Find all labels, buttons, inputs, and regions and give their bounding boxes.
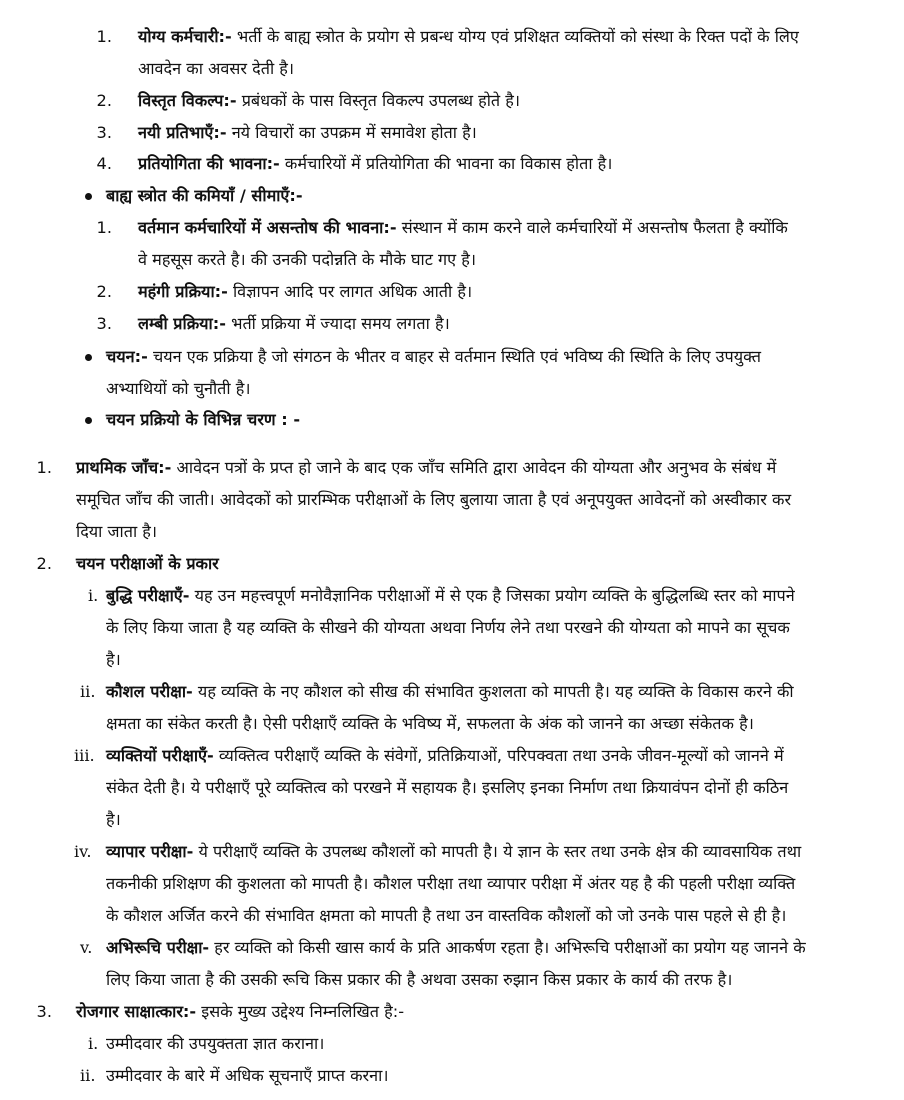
item-body: उम्मीदवार के बारे में अधिक सूचनाएँ प्राप्त करना। (106, 1066, 389, 1085)
list-item-text (76, 996, 862, 1028)
item-body: हर व्यक्ति को किसी खास कार्य के प्रति आकर्षण रहता है। अभिरूचि परीक्षाओं का प्रयोग यह जानने के (209, 938, 806, 957)
list-marker: 3. (96, 123, 112, 142)
item-body: कर्मचारियों में प्रतियोगिता की भावना का विकास होता है। (279, 154, 613, 173)
list-item (0, 404, 862, 436)
item-body: चयन एक प्रक्रिया है जो संगठन के भीतर व बाहर से वर्तमान स्थिति एवं भविष्य की स्थिति के लिए उपयुक्त (147, 347, 762, 366)
bullet-icon (85, 193, 92, 200)
list-item-text (106, 341, 862, 405)
list-marker: 1. (96, 27, 112, 46)
item-heading: नयी प्रतिभाएँ:- (138, 123, 227, 142)
text-line (106, 708, 862, 740)
text-line (106, 932, 862, 964)
item-heading: रोजगार साक्षात्कार:- (76, 1002, 197, 1021)
item-body: यह व्यक्ति के नए कौशल को सीख की संभावित कुशलता को मापती है। यह व्यक्ति के विकास करने की (192, 682, 794, 701)
list-item-text (76, 452, 862, 548)
item-body: प्रबंधकों के पास विस्तृत विकल्प उपलब्ध होते है। (236, 91, 521, 110)
text-line (138, 244, 862, 276)
list-item (0, 836, 862, 932)
text-line (106, 1028, 862, 1060)
list-item (0, 148, 862, 180)
list-item (0, 85, 862, 117)
text-line (106, 676, 862, 708)
list-marker: i. (88, 1034, 99, 1053)
item-heading: अभिरूचि परीक्षा- (106, 938, 210, 957)
list-item-text (106, 1060, 862, 1092)
text-line (106, 180, 862, 212)
list-marker: v. (80, 938, 93, 957)
text-line (106, 964, 862, 996)
item-body: संकेत देती है। ये परीक्षाएँ पूरे व्यक्तित्व को परखने में सहायक है। इसलिए इनका निर्माण तथा क्रियावंपन दोनों ही कठिन (106, 778, 789, 797)
list-item-text (106, 404, 862, 436)
item-heading: योग्य कर्मचारी:- (138, 27, 232, 46)
list-item (0, 1028, 862, 1060)
text-line (138, 117, 862, 149)
item-body: व्यक्तित्व परीक्षाएँ व्यक्ति के संवेगों, प्रतिक्रियाओं, परिपक्वता तथा उनके जीवन-मूल्यों को जानने में (213, 746, 784, 765)
list-item (0, 212, 862, 276)
text-line (138, 21, 862, 53)
list-item (0, 932, 862, 996)
item-heading: बुद्धि परीक्षाएँ- (106, 586, 190, 605)
item-heading: महंगी प्रक्रिया:- (138, 282, 228, 301)
list-item-text (106, 580, 862, 676)
item-body: यह उन महत्त्वपूर्ण मनोवैज्ञानिक परीक्षाओं में से एक है जिसका प्रयोग व्यक्ति के बुद्धिलब्धि स्तर को मापने (189, 586, 795, 605)
list-marker: iv. (74, 842, 92, 861)
list-item-text (138, 117, 862, 149)
list-item-text (106, 836, 862, 932)
list-item (0, 180, 862, 212)
text-line (106, 580, 862, 612)
text-line (76, 516, 862, 548)
text-line (138, 308, 862, 340)
list-marker: 2. (36, 554, 52, 573)
text-line (106, 772, 862, 804)
list-item (0, 276, 862, 308)
text-line (106, 740, 862, 772)
text-line (76, 452, 862, 484)
item-body: संस्थान में काम करने वाले कर्मचारियों में असन्तोष फैलता है क्योंकि (396, 218, 788, 237)
text-line (106, 1060, 862, 1092)
item-heading: व्यक्तियों परीक्षाएँ- (106, 746, 214, 765)
item-body: लिए किया जाता है की उसकी रूचि किस प्रकार की है अथवा उसका रुझान किस प्रकार के कार्य की तरफ है। (106, 970, 733, 989)
text-line (106, 404, 862, 436)
text-line (76, 484, 862, 516)
item-heading: प्रतियोगिता की भावना:- (138, 154, 280, 173)
list-item (0, 676, 862, 740)
item-body: ये परीक्षाएँ व्यक्ति के उपलब्ध कौशलों को मापती है। ये ज्ञान के स्तर तथा उनके क्षेत्र की व्यावसायिक तथा (193, 842, 802, 861)
bullet-icon (85, 417, 92, 424)
list-marker: i. (88, 586, 99, 605)
list-item (0, 117, 862, 149)
list-item-text (138, 21, 862, 85)
list-item (0, 21, 862, 85)
item-heading: चयन प्रक्रियो के विभिन्न चरण : - (106, 410, 301, 429)
text-line (138, 148, 862, 180)
text-line (138, 212, 862, 244)
text-line (106, 341, 862, 373)
list-item (0, 996, 862, 1028)
item-body: भर्ती के बाह्य स्त्रोत के प्रयोग से प्रबन्ध योग्य एवं प्रशिक्षत व्यक्तियों को संस्था के रिक्त पदों के लिए (231, 27, 799, 46)
list-item (0, 308, 862, 340)
list-marker: 1. (36, 458, 52, 477)
list-marker: iii. (74, 746, 95, 765)
text-line (138, 276, 862, 308)
bullet-icon (85, 354, 92, 361)
list-marker: 3. (36, 1002, 52, 1021)
item-heading: व्यापार परीक्षा- (106, 842, 194, 861)
list-marker: 3. (96, 314, 112, 333)
text-line (106, 804, 862, 836)
item-body: वे महसूस करते है। की उनकी पदोन्नति के मौके घाट गए है। (138, 250, 476, 269)
list-item-text (138, 148, 862, 180)
list-item-text (138, 212, 862, 276)
item-body: है। (106, 650, 121, 669)
text-line (106, 373, 862, 405)
text-line (106, 612, 862, 644)
item-heading: बाह्य स्त्रोत की कमियाँ / सीमाएँ:- (106, 186, 303, 205)
item-body: विज्ञापन आदि पर लागत अधिक आती है। (227, 282, 473, 301)
list-marker: 1. (96, 218, 112, 237)
item-body: इसके मुख्य उद्देश्य निम्नलिखित है:- (196, 1002, 405, 1021)
item-heading: वर्तमान कर्मचारियों में असन्तोष की भावना:- (138, 218, 397, 237)
item-body: क्षमता का संकेत करती है। ऐसी परीक्षाएँ व्यक्ति के भविष्य में, सफलता के अंक को जानने का अच्छा संकेतक है। (106, 714, 754, 733)
list-item (0, 580, 862, 676)
list-item-text (106, 1028, 862, 1060)
item-body: समूचित जाँच की जाती। आवेदकों को प्रारम्भिक परीक्षाओं के लिए बुलाया जाता है एवं अनूपयुक्त आवेदनों को अस्वीकार कर (76, 490, 792, 509)
item-body: आवदेन का अवसर देती है। (138, 59, 295, 78)
list-item-text (138, 308, 862, 340)
list-item-text (106, 676, 862, 740)
list-item (0, 452, 862, 548)
list-item-text (138, 276, 862, 308)
item-body: भर्ती प्रक्रिया में ज्यादा समय लगता है। (225, 314, 450, 333)
item-heading: चयन:- (106, 347, 148, 366)
item-body: है। (106, 810, 121, 829)
item-body: नये विचारों का उपक्रम में समावेश होता है। (226, 123, 477, 142)
list-item-text (106, 932, 862, 996)
list-marker: 2. (96, 282, 112, 301)
item-heading: विस्तृत विकल्प:- (138, 91, 237, 110)
item-body: दिया जाता है। (76, 522, 158, 541)
item-body: तकनीकी प्रशिक्षण की कुशलता को मापती है। कौशल परीक्षा तथा व्यापार परीक्षा में अंतर यह है की पहली परीक्षा व्यक्ति (106, 874, 796, 893)
text-line (76, 996, 862, 1028)
item-body: आवेदन पत्रों के प्रप्त हो जाने के बाद एक जाँच समिति द्वारा आवेदन की योग्यता और अनुभव के संबंध में (171, 458, 777, 477)
text-line (138, 85, 862, 117)
list-marker: ii. (80, 682, 96, 701)
text-line (106, 644, 862, 676)
list-marker: ii. (80, 1066, 96, 1085)
text-line (106, 868, 862, 900)
item-body: के लिए किया जाता है यह व्यक्ति के सीखने की योग्यता अथवा निर्णय लेने तथा परखने की योग्यता को मापने का सूचक (106, 618, 790, 637)
list-item (0, 1060, 862, 1092)
item-heading: प्राथमिक जाँच:- (76, 458, 172, 477)
list-item-text (76, 548, 862, 580)
list-item (0, 341, 862, 405)
text-line (138, 53, 862, 85)
item-heading: लम्बी प्रक्रिया:- (138, 314, 226, 333)
list-item-text (106, 180, 862, 212)
list-item (0, 548, 862, 580)
item-heading: चयन परीक्षाओं के प्रकार (76, 554, 219, 573)
text-line (76, 548, 862, 580)
item-body: अभ्याथियों को चुनौती है। (106, 379, 251, 398)
item-body: उम्मीदवार की उपयुक्तता ज्ञात कराना। (106, 1034, 325, 1053)
text-line (106, 900, 862, 932)
item-heading: कौशल परीक्षा- (106, 682, 193, 701)
list-marker: 4. (96, 154, 112, 173)
item-body: के कौशल अर्जित करने की संभावित क्षमता को मापती है तथा उन वास्तविक कौशलों को जो उनके पास पहले से ही है। (106, 906, 787, 925)
list-marker: 2. (96, 91, 112, 110)
text-line (106, 836, 862, 868)
list-item-text (138, 85, 862, 117)
list-item (0, 740, 862, 836)
list-item-text (106, 740, 862, 836)
